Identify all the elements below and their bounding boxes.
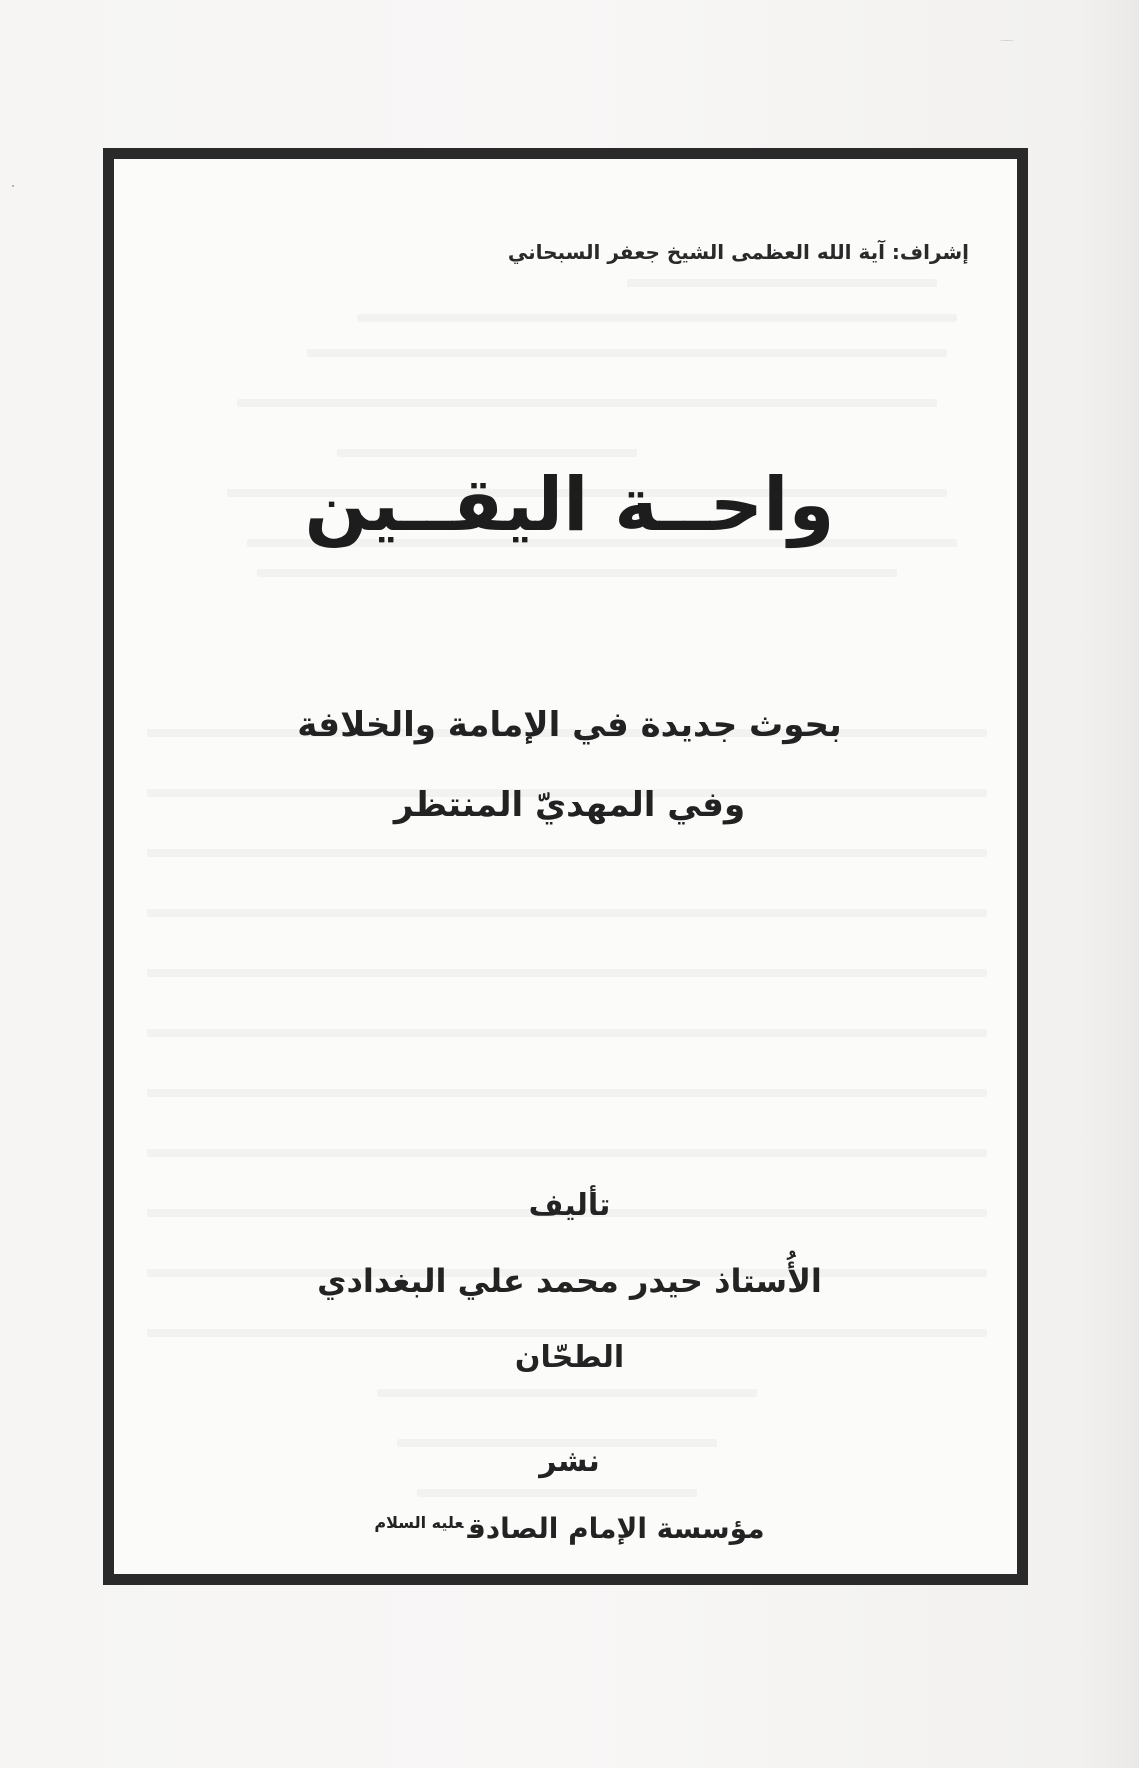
bleed-through-line [147,1329,987,1337]
bleed-through-line [147,909,987,917]
bleed-through-line [417,1489,697,1497]
honorific-mark: عليه السلام [374,1512,464,1532]
bleed-through-line [337,449,637,457]
bleed-through-line [357,314,957,322]
authorship-label: تأليف [528,1188,611,1223]
bleed-through-line [237,399,937,407]
publisher-name: مؤسسة الإمام الصادق [467,1512,765,1545]
supervision-line: إشراف: آية الله العظمى الشيخ جعفر السبحاني [507,240,969,264]
bleed-through-line [147,849,987,857]
bleed-through-line [377,1389,757,1397]
author-surname: الطحّان [514,1340,625,1375]
publish-label: نشر [539,1444,600,1479]
bleed-through-line [257,569,897,577]
publisher-line [0,1512,1139,1545]
bleed-through-line [147,1089,987,1097]
bleed-through-line [147,1149,987,1157]
paper-speck [1000,40,1014,41]
bleed-through-line [147,969,987,977]
bleed-through-line [307,349,947,357]
paper-speck [12,185,14,187]
bleed-through-line [147,1029,987,1037]
page-shadow-edge [1079,0,1139,1768]
subtitle-line-1: بحوث جديدة في الإمامة والخلافة [297,705,842,745]
bleed-through-line [627,279,937,287]
subtitle-line-2: وفي المهديّ المنتظر [393,785,746,825]
book-title: واحــة اليقــين [304,462,835,548]
author-name: الأُستاذ حيدر محمد علي البغدادي [317,1262,822,1300]
